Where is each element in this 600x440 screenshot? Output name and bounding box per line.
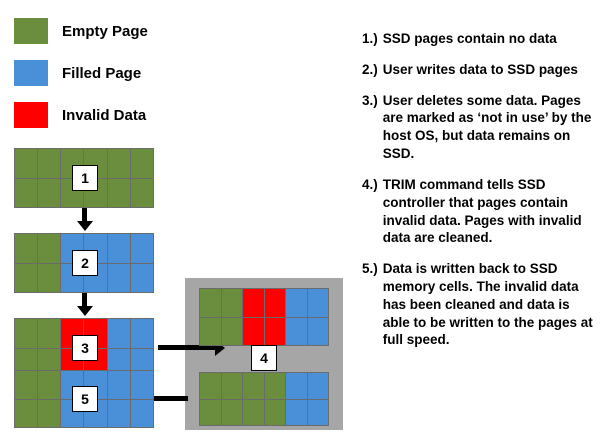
legend-label-invalid-data: Invalid Data (62, 106, 147, 124)
legend-item-filled-page (14, 52, 254, 94)
page-cell (15, 371, 37, 399)
page-cell (108, 234, 130, 263)
page-cell (38, 264, 60, 293)
page-cell (286, 289, 307, 317)
page-cell (108, 400, 130, 428)
page-cell (108, 149, 130, 178)
note-number: 4.) (362, 176, 378, 192)
page-cell (108, 264, 130, 293)
step-badge-4: 4 (251, 345, 277, 371)
note-number: 1.) (362, 31, 378, 46)
page-cell (243, 400, 264, 426)
page-cell (308, 289, 329, 317)
page-cell (131, 400, 153, 428)
page-cell (265, 318, 286, 346)
page-cell (15, 319, 37, 348)
filled-page-swatch (14, 60, 48, 86)
page-cell (308, 318, 329, 346)
step-badge-3: 3 (72, 335, 98, 361)
page-cell (243, 289, 264, 317)
page-cell (243, 373, 264, 399)
legend-label-empty-page: Empty Page (62, 22, 148, 40)
note-text: User writes data to SSD pages (382, 61, 578, 77)
page-cell (15, 179, 37, 208)
invalid-data-swatch (14, 102, 48, 128)
page-cell (108, 319, 130, 348)
legend (14, 10, 254, 136)
note-text: Data is written back to SSD memory cells. The invalid data has been cleaned and data is able to be written to the pages at full speed. (382, 261, 593, 348)
page-cell (131, 149, 153, 178)
page-cell (38, 149, 60, 178)
page-cell (131, 371, 153, 399)
note-text: TRIM command tells SSD controller that pages contain invalid data. Pages with invalid data are cleaned. (382, 176, 582, 246)
note-item-4 (362, 176, 596, 247)
page-cell (15, 400, 37, 428)
legend-label-filled-page: Filled Page (62, 64, 142, 82)
legend-item-empty-page (14, 10, 254, 52)
page-cell (200, 318, 221, 346)
page-cell (200, 289, 221, 317)
page-cell (108, 179, 130, 208)
notes-list (362, 30, 596, 362)
note-item-3 (362, 92, 596, 163)
page-cell (38, 179, 60, 208)
note-number: 5.) (362, 261, 378, 277)
page-cell (108, 371, 130, 399)
page-cell (38, 400, 60, 428)
page-cell (38, 319, 60, 348)
page-cell (200, 400, 221, 426)
step-badge-5: 5 (72, 386, 98, 412)
step-badge-2: 2 (72, 250, 98, 276)
page-cell (131, 264, 153, 293)
note-number: 3.) (362, 92, 378, 108)
page-cell (222, 318, 243, 346)
page-cell (15, 149, 37, 178)
page-cell (15, 264, 37, 293)
step-badge-1: 1 (72, 165, 98, 191)
page-cell (222, 289, 243, 317)
page-cell (243, 318, 264, 346)
page-cell (222, 373, 243, 399)
arrow-step1-to-step2 (82, 208, 87, 222)
empty-page-swatch (14, 18, 48, 44)
note-text: User deletes some data. Pages are marked as ‘not in use’ by the host OS, but data remains on SSD. (382, 92, 592, 162)
page-cell (286, 318, 307, 346)
page-cell (222, 400, 243, 426)
legend-item-invalid-data (14, 94, 254, 136)
page-cell (131, 179, 153, 208)
page-cell (265, 400, 286, 426)
page-cell (200, 373, 221, 399)
page-cell (15, 234, 37, 263)
note-item-5 (362, 260, 596, 349)
page-cell (131, 319, 153, 348)
note-text: SSD pages contain no data (382, 31, 557, 46)
page-cell (38, 371, 60, 399)
note-item-1 (362, 30, 596, 48)
note-item-2 (362, 61, 596, 79)
page-cell (308, 373, 329, 399)
page-cell (265, 289, 286, 317)
page-cell (38, 234, 60, 263)
arrow-step2-to-step3 (82, 293, 87, 307)
page-cell (286, 373, 307, 399)
page-cell (286, 400, 307, 426)
page-cell (131, 234, 153, 263)
ssd-block-step-4 (199, 288, 329, 346)
page-cell (308, 400, 329, 426)
note-number: 2.) (362, 61, 378, 77)
ssd-block-cleaned (199, 372, 329, 426)
page-cell (265, 373, 286, 399)
